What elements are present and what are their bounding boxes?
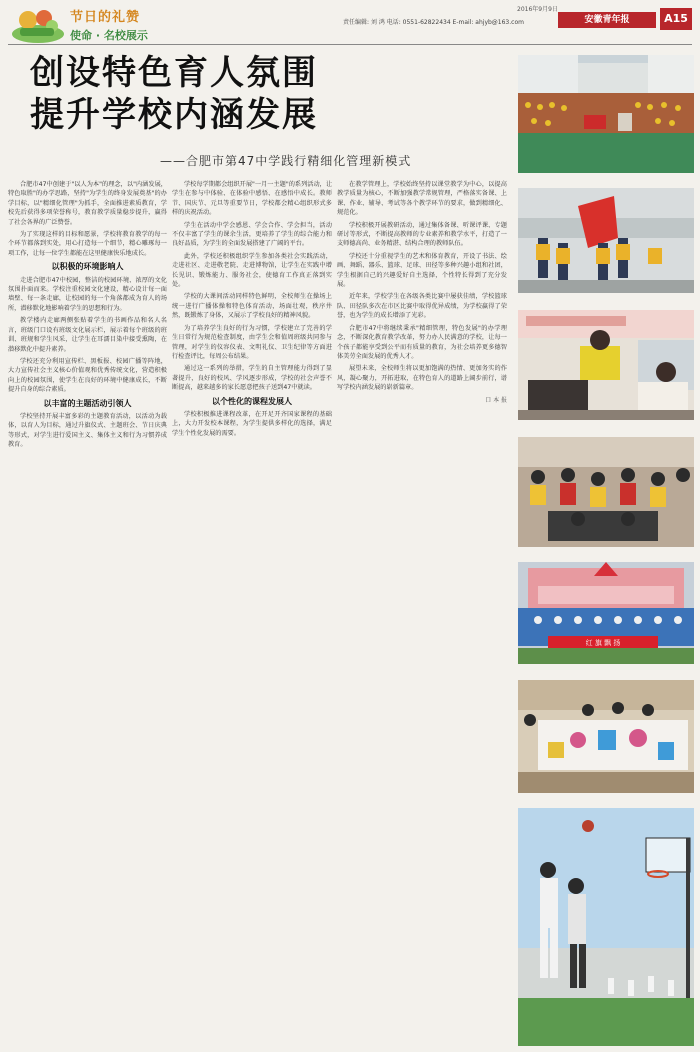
- paragraph: 通过这一系列的举措，学生的自主管理能力得到了显著提升，良好的校风、学风逐步形成，学校的社会声誉不断提高，越来越多的家长愿意把孩子送到47中就读。: [172, 365, 332, 392]
- photo-classroom: [518, 310, 694, 420]
- byline: 口 本 报: [485, 396, 507, 404]
- page-number: A15: [660, 8, 692, 30]
- section-heading: 以个性化的课程发展人: [212, 396, 292, 406]
- paragraph: 学校还充分利用宣传栏、黑板报、校园广播等阵地，大力宣传社会主义核心价值观和优秀传统文化，营造积极向上的校园氛围，使学生在良好的环境中健康成长，不断提升自身的综合素质。: [8, 357, 167, 394]
- stage-banner-text: 红 旗 飘 扬: [585, 639, 621, 647]
- paragraph: 学校坚持开展丰富多彩的主题教育活动，以活动为载体，以育人为目标，通过升旗仪式、主题班会、节日庆典等形式，对学生进行爱国主义、集体主义和行为习惯养成教育。: [8, 412, 167, 449]
- paragraph: 教学楼内走廊两侧张贴着学生的书画作品和名人名言，班级门口设有班级文化展示栏，展示着每个班级的班训、班规和学生风采，让学生在耳濡目染中接受熏陶，在潜移默化中提升素养。: [8, 317, 167, 353]
- column-subtitle: 使命 · 名校展示: [70, 29, 148, 42]
- header-divider: [8, 44, 692, 45]
- photo-students-flag: [518, 188, 694, 293]
- column-title: 节日的礼赞: [70, 10, 141, 25]
- paragraph: 合肥市47中创建于"以人为本"的理念，以"内涵发展，特色取胜"的办学思路，坚持"为学生的终身发展奠基"的办学目标，以"精细化管理"为抓手，全面推进素质教育，学校先后获得多项荣誉称号，教育教学质量稳步提升，赢得了社会各界的广泛赞誉。: [8, 181, 167, 226]
- paragraph: 在教学管理上，学校始终坚持以课堂教学为中心，以提高教学质量为核心，不断加强教学常规管理，严格落实备课、上课、作业、辅导、考试等各个教学环节的要求，做到精细化、规范化。: [337, 181, 507, 217]
- paragraph: 此外，学校还积极组织学生参加各类社会实践活动，走进社区、走进敬老院、走进博物馆，让学生在实践中增长见识、锻炼能力、服务社会，使德育工作真正落到实处。: [172, 252, 332, 289]
- paragraph: 走进合肥市47中校园，整洁的校园环境、浓厚的文化氛围扑面而来。学校注重校园文化建设，精心设计每一面墙壁、每一条走廊，让校园的每一个角落都成为育人的场所，潜移默化地影响着学生的思想和行为。: [8, 276, 167, 312]
- paragraph: 学生在活动中学会感恩、学会合作、学会担当，活动不仅丰富了学生的课余生活，更培养了学生的综合能力和良好品质，为学生的全面发展搭建了广阔的平台。: [172, 221, 332, 248]
- headline: [30, 52, 500, 136]
- text-column-1: [8, 180, 167, 1040]
- paragraph: 学校积极推进课程改革，在开足开齐国家课程的基础上，大力开发校本课程，为学生提供多样化的选择，满足学生个性化发展的需要。: [172, 410, 332, 437]
- paper-name: 安徽青年报: [558, 12, 656, 28]
- editor-info: 责任编辑: 刘 鸿 电话: 0551-62822434 E-mail: ahjyb@163.com: [343, 19, 524, 26]
- photo-school-assembly: [518, 55, 694, 173]
- photo-art-exhibition: [518, 680, 694, 793]
- paragraph: 展望未来，全校师生将以更加饱满的热情、更加务实的作风，凝心聚力，开拓进取，在特色育人的道路上阔步前行，谱写学校内涵发展的崭新篇章。: [337, 365, 507, 392]
- paragraph: 学校积极开展教研活动，通过集体备课、听课评课、专题研讨等形式，不断提高教师的专业素养和教学水平，打造了一支师德高尚、业务精湛、结构合理的教师队伍。: [337, 221, 507, 248]
- paragraph: 学校的大课间活动同样特色鲜明，全校师生在操场上统一进行广播体操和特色体育活动，场面壮观，秩序井然，既锻炼了身体，又展示了学校良好的精神风貌。: [172, 293, 332, 320]
- headline-line-1: 创设特色育人氛围: [30, 53, 318, 93]
- issue-date: 2016年9月9日: [517, 6, 558, 13]
- section-heading: 以积极的环境影响人: [51, 262, 124, 272]
- paragraph: 为了培养学生良好的行为习惯，学校建立了完善的学生日常行为规范检查制度，由学生会和值周班级共同参与管理，对学生的仪容仪表、文明礼仪、卫生纪律等方面进行检查评比，每周公布结果。: [172, 324, 332, 360]
- paragraph: 学校每学期都会组织开展"一月一主题"的系列活动，让学生在参与中体验、在体验中感悟、在感悟中成长。教师节、国庆节、元旦等重要节日，学校都会精心组织形式多样的庆祝活动。: [172, 181, 332, 217]
- photo-student-group: [518, 437, 694, 547]
- paragraph: 合肥市47中将继续秉承"精细管理，特色发展"的办学理念，不断深化教育教学改革，努力办人民满意的学校，让每一个孩子都能享受到公平而有质量的教育，为社会培养更多德智体美劳全面发展的优秀人才。: [337, 324, 507, 360]
- text-column-3: [337, 180, 507, 1040]
- paragraph: 学校还十分重视学生的艺术和体育教育，开设了书法、绘画、舞蹈、器乐、篮球、足球、田径等多种兴趣小组和社团，学生根据自己的兴趣爱好自主选择，个性特长得到了充分发展。: [337, 252, 507, 289]
- text-column-2: [172, 180, 332, 1040]
- column-logo-icon: [10, 4, 66, 44]
- photo-stage-performance: [518, 562, 694, 664]
- paragraph: 为了实现这样的目标和愿景，学校将教育教学的每一个环节都落到实处，用心打造每一个细节，精心雕琢每一项工作，让每一位学生都能在这里健康快乐地成长。: [8, 231, 167, 257]
- headline-subtitle: ——合肥市第47中学践行精细化管理新模式: [160, 154, 412, 168]
- headline-line-2: 提升学校内涵发展: [30, 95, 318, 135]
- paragraph: 近年来，学校学生在各级各类比赛中屡获佳绩，学校篮球队、田径队多次在市区比赛中取得优异成绩，为学校赢得了荣誉，也为学生的成长增添了光彩。: [337, 293, 507, 320]
- photo-basketball: [518, 808, 694, 1046]
- page-header: [0, 0, 700, 50]
- section-heading: 以丰富的主题活动引领人: [43, 398, 132, 408]
